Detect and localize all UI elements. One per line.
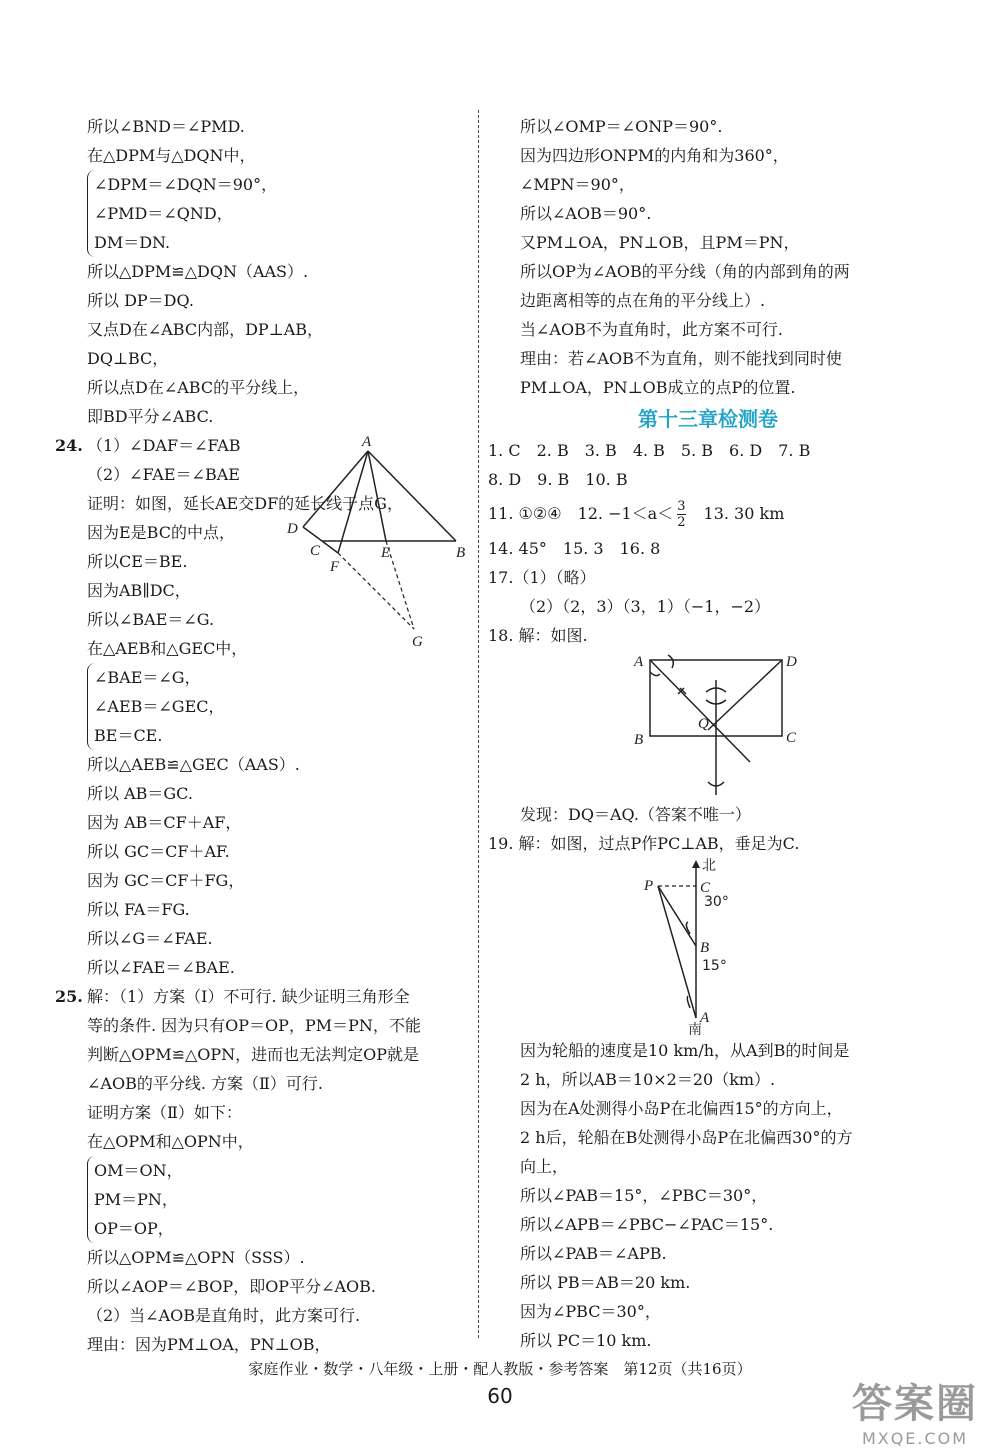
text-line: 因为四边形ONPM的内角和为360°， [520, 146, 789, 165]
text-line: ∠MPN＝90°， [520, 175, 635, 194]
left-column [55, 112, 470, 1359]
answer-line: 1. C 2. B 3. B 4. B 5. B 6. D 7. B [488, 441, 811, 460]
brace-line: DM＝DN. [94, 233, 171, 252]
brace-line: ∠PMD＝∠QND， [94, 204, 233, 223]
text-line: 边距离相等的点在角的平分线上）. [520, 291, 766, 310]
text-line: 所以 DP＝DQ. [87, 291, 194, 310]
text-line: 所以∠AOB＝90°. [520, 204, 652, 223]
geometry-figure-24 [280, 431, 470, 651]
fraction-numerator: 3 [677, 499, 686, 514]
label-b: B [700, 940, 710, 956]
label-q: Q [698, 716, 709, 732]
text-line: 在△OPM和△OPN中， [87, 1132, 254, 1151]
text-line: 所以∠PAB＝15°，∠PBC＝30°， [520, 1186, 768, 1205]
label-f: F [330, 559, 340, 575]
brace-system [87, 170, 470, 257]
text-line: 解：（1）方案（Ⅰ）不可行. 缺少证明三角形全 [87, 987, 410, 1006]
brace-line: OM＝ON， [94, 1161, 183, 1180]
text-line: 又点D在∠ABC内部，DP⊥AB， [87, 320, 324, 339]
label-a: A [362, 434, 372, 450]
label-p: P [644, 878, 654, 894]
text-line: 理由：因为PM⊥OA，PN⊥OB， [87, 1335, 331, 1354]
text-line: 当∠AOB不为直角时，此方案不可行. [520, 320, 783, 339]
page-footer: 家庭作业・数学・八年级・上册・配人教版・参考答案 第12页（共16页） [248, 1360, 752, 1378]
answer-part: 11. ①②④ 12. −1＜a＜ [488, 504, 674, 523]
text-line: 因为 AB＝CF＋AF， [87, 813, 242, 832]
fraction [677, 499, 685, 530]
label-d: D [786, 654, 797, 670]
text-line: 所以∠PAB＝∠APB. [520, 1244, 667, 1263]
text-line: 因为E是BC的中点， [87, 523, 235, 542]
question-number: 24. [55, 436, 83, 455]
answer-line [488, 494, 928, 534]
geometry-figure-18 [628, 650, 808, 800]
text-line: 所以 GC＝CF＋AF. [87, 842, 230, 861]
brace-line: ∠AEB＝∠GEC， [94, 697, 225, 716]
text-line: 所以∠FAE＝∠BAE. [87, 958, 235, 977]
text-line: 所以 FA＝FG. [87, 900, 190, 919]
brace-line: OP＝OP， [94, 1219, 174, 1238]
label-d: D [287, 521, 298, 537]
answer-line: 19. 解：如图，过点P作PC⊥AB，垂足为C. [488, 834, 800, 853]
dashed-fg [338, 553, 414, 629]
arc-mark [650, 672, 660, 676]
text-line: 判断△OPM≌△OPN，进而也无法判定OP就是 [87, 1045, 420, 1064]
watermark-logo: 答案圈 [852, 1381, 978, 1427]
chapter-title: 第十三章检测卷 [638, 407, 778, 431]
question-number: 25. [55, 987, 83, 1006]
answer-line: 14. 45° 15. 3 16. 8 [488, 539, 661, 558]
text-line: 即BD平分∠ABC. [87, 407, 214, 426]
text-line: PM⊥OA，PN⊥OB成立的点P的位置. [520, 378, 796, 397]
text-line: 所以∠AOP＝∠BOP，即OP平分∠AOB. [87, 1277, 376, 1296]
text-line: （1）∠DAF＝∠FAB [87, 436, 241, 455]
text-line: 因为轮船的速度是10 km/h，从A到B的时间是 [520, 1041, 850, 1060]
text-line: 因为在A处测得小岛P在北偏西15°的方向上， [520, 1099, 843, 1118]
text-line: 所以 PC＝10 km. [520, 1331, 652, 1350]
label-north: 北 [702, 858, 716, 874]
segment-pb [658, 886, 696, 946]
label-g: G [412, 634, 423, 650]
label-b: B [456, 545, 466, 561]
arc-mark [668, 655, 673, 668]
text-line: DQ⊥BC， [87, 349, 169, 368]
answer-line: 8. D 9. B 10. B [488, 470, 628, 489]
segment-pa [658, 886, 696, 1018]
brace-system [87, 663, 470, 750]
text-line: 又PM⊥OA，PN⊥OB，且PM＝PN， [520, 233, 800, 252]
answer-part: 13. 30 km [703, 504, 785, 523]
label-a: A [700, 1010, 710, 1026]
text-line: 所以OP为∠AOB的平分线（角的内部到角的两 [520, 262, 850, 281]
text-line: 因为∠PBC＝30°， [520, 1302, 661, 1321]
brace-line: BE＝CE. [94, 726, 163, 745]
label-e: E [381, 545, 391, 561]
watermark-url: MXQE.COM [861, 1429, 969, 1448]
diagonal-dq [708, 660, 782, 730]
question-25 [55, 982, 470, 1359]
direction-figure-19 [638, 858, 778, 1036]
text-line: 向上， [520, 1157, 569, 1176]
column-divider [478, 110, 479, 1338]
text-line: 在△DPM与△DQN中， [87, 146, 256, 165]
fraction-denominator: 2 [677, 515, 686, 530]
answer-line: 18. 解：如图. [488, 626, 588, 645]
watermark [852, 1372, 978, 1448]
text-line: （2）∠FAE＝∠BAE [87, 465, 240, 484]
text-line: 在△AEB和△GEC中， [87, 639, 248, 658]
label-c: C [700, 880, 711, 896]
brace-line: ∠BAE＝∠G， [94, 668, 201, 687]
label-b: B [634, 732, 644, 748]
text-line: 因为 GC＝CF＋FG， [87, 871, 245, 890]
text-line: （2）当∠AOB是直角时，此方案可行. [87, 1306, 361, 1325]
label-a: A [634, 654, 644, 670]
page-number: 60 [487, 1384, 513, 1408]
text-line: 2 h，所以AB＝10×2＝20（km）. [520, 1070, 776, 1089]
segment-af [338, 451, 368, 553]
question-24 [55, 431, 470, 982]
text-line: 所以∠BND＝∠PMD. [87, 117, 245, 136]
segment-ad [303, 451, 368, 527]
text-line: 所以 PB＝AB＝20 km. [520, 1273, 691, 1292]
text-line: 所以∠BAE＝∠G. [87, 610, 215, 629]
brace-line: PM＝PN， [94, 1190, 178, 1209]
right-column [488, 112, 928, 1355]
text-line: 等的条件. 因为只有OP＝OP，PM＝PN，不能 [87, 1016, 421, 1035]
text-line: 所以点D在∠ABC的平分线上， [87, 378, 310, 397]
line-aq [650, 660, 750, 762]
segment-ae [368, 451, 386, 541]
text-line: 所以△DPM≌△DQN（AAS）. [87, 262, 309, 281]
text-line: 因为AB∥DC， [87, 581, 191, 600]
segment-dc [303, 527, 322, 541]
answer-line: （2）（2，3）（3，1）（−1，−2） [520, 597, 771, 616]
text-line: 所以△OPM≌△OPN（SSS）. [87, 1248, 305, 1267]
text-line: 所以∠G＝∠FAE. [87, 929, 213, 948]
answer-line: 发现：DQ＝AQ.（答案不唯一） [520, 805, 751, 824]
answer-line: 17.（1）（略） [488, 568, 596, 587]
north-arrow-icon [692, 860, 700, 868]
brace-system [87, 1156, 470, 1243]
text-line: 所以∠APB＝∠PBC−∠PAC＝15°. [520, 1215, 774, 1234]
text-line: 理由：若∠AOB不为直角，则不能找到同时使 [520, 349, 842, 368]
label-15-deg: 15° [702, 958, 727, 974]
label-c: C [786, 730, 797, 746]
text-line: 所以CE＝BE. [87, 552, 188, 571]
dashed-eg [386, 541, 414, 629]
text-line: 所以∠OMP＝∠ONP＝90°. [520, 117, 723, 136]
segment-cf [322, 541, 338, 553]
text-line: 所以 AB＝GC. [87, 784, 193, 803]
text-line: 证明：如图，延长AE交DF的延长线于点G， [87, 494, 403, 513]
text-line: 2 h后，轮船在B处测得小岛P在北偏西30°的方 [520, 1128, 853, 1147]
label-south: 南 [688, 1022, 702, 1036]
text-line: 所以△AEB≌△GEC（AAS）. [87, 755, 300, 774]
label-c: C [310, 543, 321, 559]
text-line: ∠AOB的平分线. 方案（Ⅱ）可行. [87, 1074, 323, 1093]
segment-ab [368, 451, 456, 541]
label-30-deg: 30° [704, 894, 729, 910]
text-line: 证明方案（Ⅱ）如下： [87, 1103, 242, 1122]
brace-line: ∠DPM＝∠DQN＝90°， [94, 175, 278, 194]
